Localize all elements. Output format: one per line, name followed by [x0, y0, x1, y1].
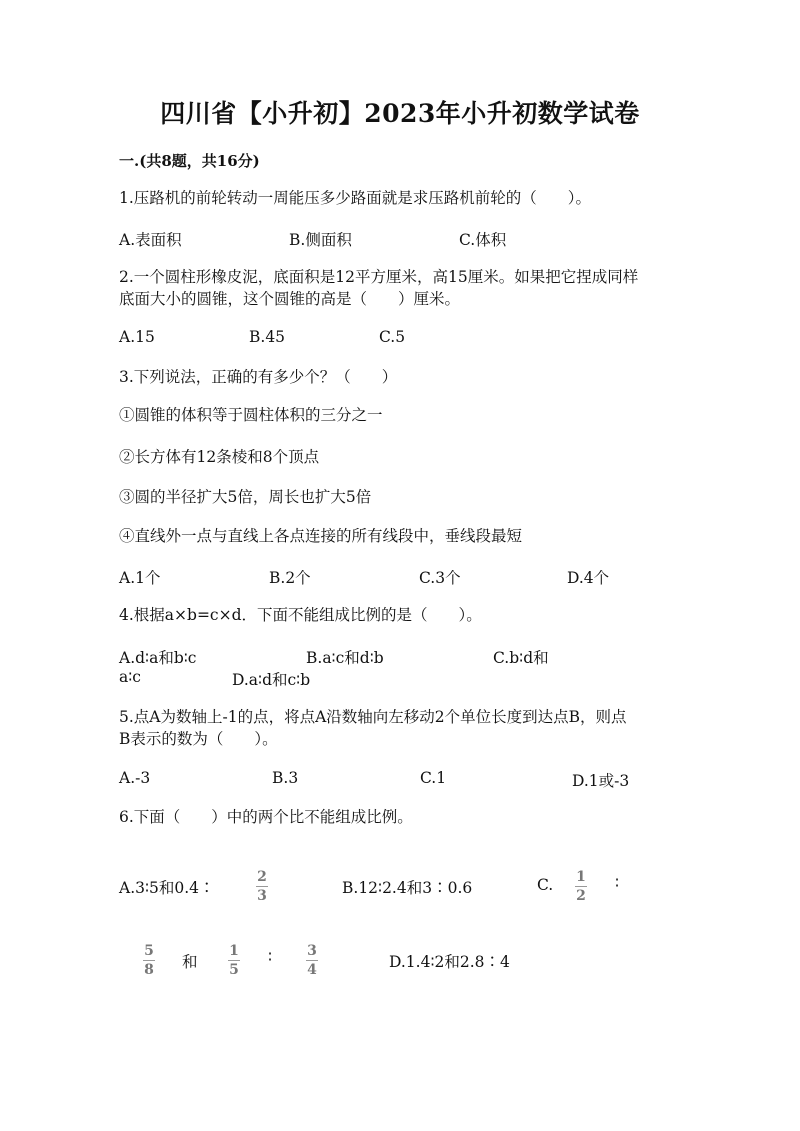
- q4-option-d: D.a∶d和c∶b: [232, 671, 311, 689]
- q6-option-a-fraction: [256, 869, 268, 904]
- q3-statement-1: ①圆锥的体积等于圆柱体积的三分之一: [119, 406, 383, 424]
- q6-option-a-text: A.3∶5和0.4∶: [119, 879, 215, 897]
- q4-option-c-continued: a∶c: [119, 668, 141, 686]
- fraction-denominator: 8: [144, 962, 154, 978]
- fraction-numerator: 5: [144, 943, 154, 959]
- fraction-denominator: 4: [307, 962, 317, 978]
- fraction-bar: [575, 886, 587, 887]
- q4-option-a: A.d∶a和b∶c: [119, 649, 197, 667]
- q3-statement-3: ③圆的半径扩大5倍，周长也扩大5倍: [119, 488, 372, 506]
- q1-option-c: C.体积: [459, 231, 507, 249]
- q3-option-c: C.3个: [419, 569, 461, 587]
- q5-option-b: B.3: [272, 769, 299, 787]
- q3-statement-2: ②长方体有12条棱和8个顶点: [119, 448, 320, 466]
- fraction-numerator: 2: [257, 869, 267, 885]
- question-2-line-1: 2.一个圆柱形橡皮泥，底面积是12平方厘米，高15厘米。如果把它捏成同样: [119, 268, 639, 286]
- fraction-bar: [143, 960, 155, 961]
- fraction-denominator: 2: [576, 888, 586, 904]
- q6-option-b: B.12∶2.4和3∶0.6: [342, 879, 473, 897]
- fraction-numerator: 3: [307, 943, 317, 959]
- q2-option-b: B.45: [249, 328, 286, 346]
- q5-option-d: D.1或-3: [572, 772, 630, 790]
- q5-option-c: C.1: [420, 769, 447, 787]
- q2-option-c: C.5: [379, 328, 406, 346]
- fraction-bar: [228, 960, 240, 961]
- fraction-denominator: 3: [257, 888, 267, 904]
- q6-option-c-fraction-3: [228, 943, 240, 978]
- q6-option-c-label: C.: [537, 876, 554, 894]
- q5-option-a: A.-3: [119, 769, 151, 787]
- q3-option-b: B.2个: [269, 569, 311, 587]
- question-3: 3.下列说法，正确的有多少个？（ ）: [119, 368, 398, 386]
- fraction-denominator: 5: [229, 962, 239, 978]
- question-4: 4.根据a×b=c×d．下面不能组成比例的是（ ）。: [119, 606, 482, 624]
- q1-option-b: B.侧面积: [289, 231, 352, 249]
- q6-option-c-fraction-4: [306, 943, 318, 978]
- q6-option-c-colon-2: ∶: [268, 948, 273, 966]
- section-heading: 一.(共8题，共16分): [119, 152, 260, 170]
- q6-option-c-fraction-2: [143, 943, 155, 978]
- q1-option-a: A.表面积: [119, 231, 182, 249]
- fraction-numerator: 1: [229, 943, 239, 959]
- q6-option-c-and: 和: [182, 953, 198, 971]
- q6-option-d: D.1.4∶2和2.8∶4: [389, 953, 510, 971]
- page-title: 四川省【小升初】2023年小升初数学试卷: [160, 99, 640, 128]
- q6-option-c-colon: ∶: [615, 874, 620, 892]
- question-5-line-1: 5.点A为数轴上-1的点，将点A沿数轴向左移动2个单位长度到达点B，则点: [119, 708, 627, 726]
- question-1: 1.压路机的前轮转动一周能压多少路面就是求压路机前轮的（ ）。: [119, 189, 592, 207]
- q4-option-b: B.a∶c和d∶b: [306, 649, 384, 667]
- question-2-line-2: 底面大小的圆锥，这个圆锥的高是（ ）厘米。: [119, 290, 461, 308]
- fraction-bar: [256, 886, 268, 887]
- q3-statement-4: ④直线外一点与直线上各点连接的所有线段中，垂线段最短: [119, 527, 523, 545]
- q3-option-d: D.4个: [567, 569, 610, 587]
- q4-option-c: C.b∶d和: [493, 649, 549, 667]
- q2-option-a: A.15: [119, 328, 155, 346]
- fraction-numerator: 1: [576, 869, 586, 885]
- question-5-line-2: B表示的数为（ ）。: [119, 730, 278, 748]
- fraction-bar: [306, 960, 318, 961]
- q3-option-a: A.1个: [119, 569, 161, 587]
- q6-option-c-fraction: [575, 869, 587, 904]
- question-6: 6.下面（ ）中的两个比不能组成比例。: [119, 808, 413, 826]
